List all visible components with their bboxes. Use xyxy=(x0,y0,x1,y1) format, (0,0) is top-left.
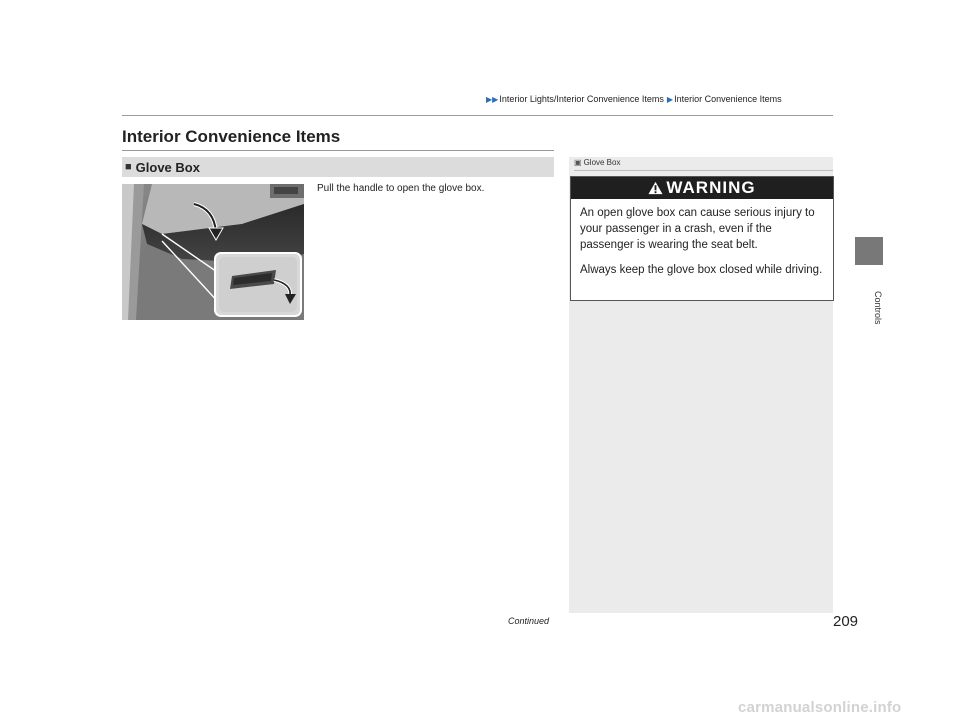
header-divider xyxy=(122,115,833,116)
chapter-tab-label[interactable]: Controls xyxy=(873,291,883,325)
warning-body xyxy=(571,199,833,278)
section-marker-icon: ■ xyxy=(125,161,132,173)
warning-header xyxy=(571,177,833,199)
side-note-divider xyxy=(574,170,833,171)
glove-box-photo xyxy=(122,184,304,320)
page-number: 209 xyxy=(833,613,859,630)
watermark: carmanualsonline.info xyxy=(738,699,902,716)
side-note-reference xyxy=(574,158,620,167)
continued-label: Continued xyxy=(508,616,550,626)
breadcrumb-item-1[interactable]: Interior Lights/Interior Convenience Items xyxy=(499,94,664,104)
side-note-ref-title: Glove Box xyxy=(583,158,621,167)
chapter-tab[interactable] xyxy=(855,237,883,265)
instruction-text: Pull the handle to open the glove box. xyxy=(317,183,485,194)
warning-label: WARNING xyxy=(666,178,756,197)
warning-box xyxy=(570,176,834,301)
breadcrumb-arrow-icon: ▶ xyxy=(666,94,674,104)
page-title: Interior Convenience Items xyxy=(122,127,341,146)
reference-arrow-icon: ▣ xyxy=(574,158,582,167)
warning-paragraph-2: Always keep the glove box closed while driving. xyxy=(580,264,823,276)
breadcrumb-arrow-icon: ▶▶ xyxy=(486,94,499,104)
title-divider xyxy=(122,150,554,151)
warning-triangle-icon xyxy=(648,181,663,195)
section-heading xyxy=(122,157,554,177)
breadcrumb xyxy=(486,94,785,104)
breadcrumb-item-2[interactable]: Interior Convenience Items xyxy=(674,94,782,104)
warning-paragraph-1: An open glove box can cause serious injury to your passenger in a crash, even if the passenger is wearing the seat belt. xyxy=(580,207,815,251)
section-title: Glove Box xyxy=(135,159,200,175)
